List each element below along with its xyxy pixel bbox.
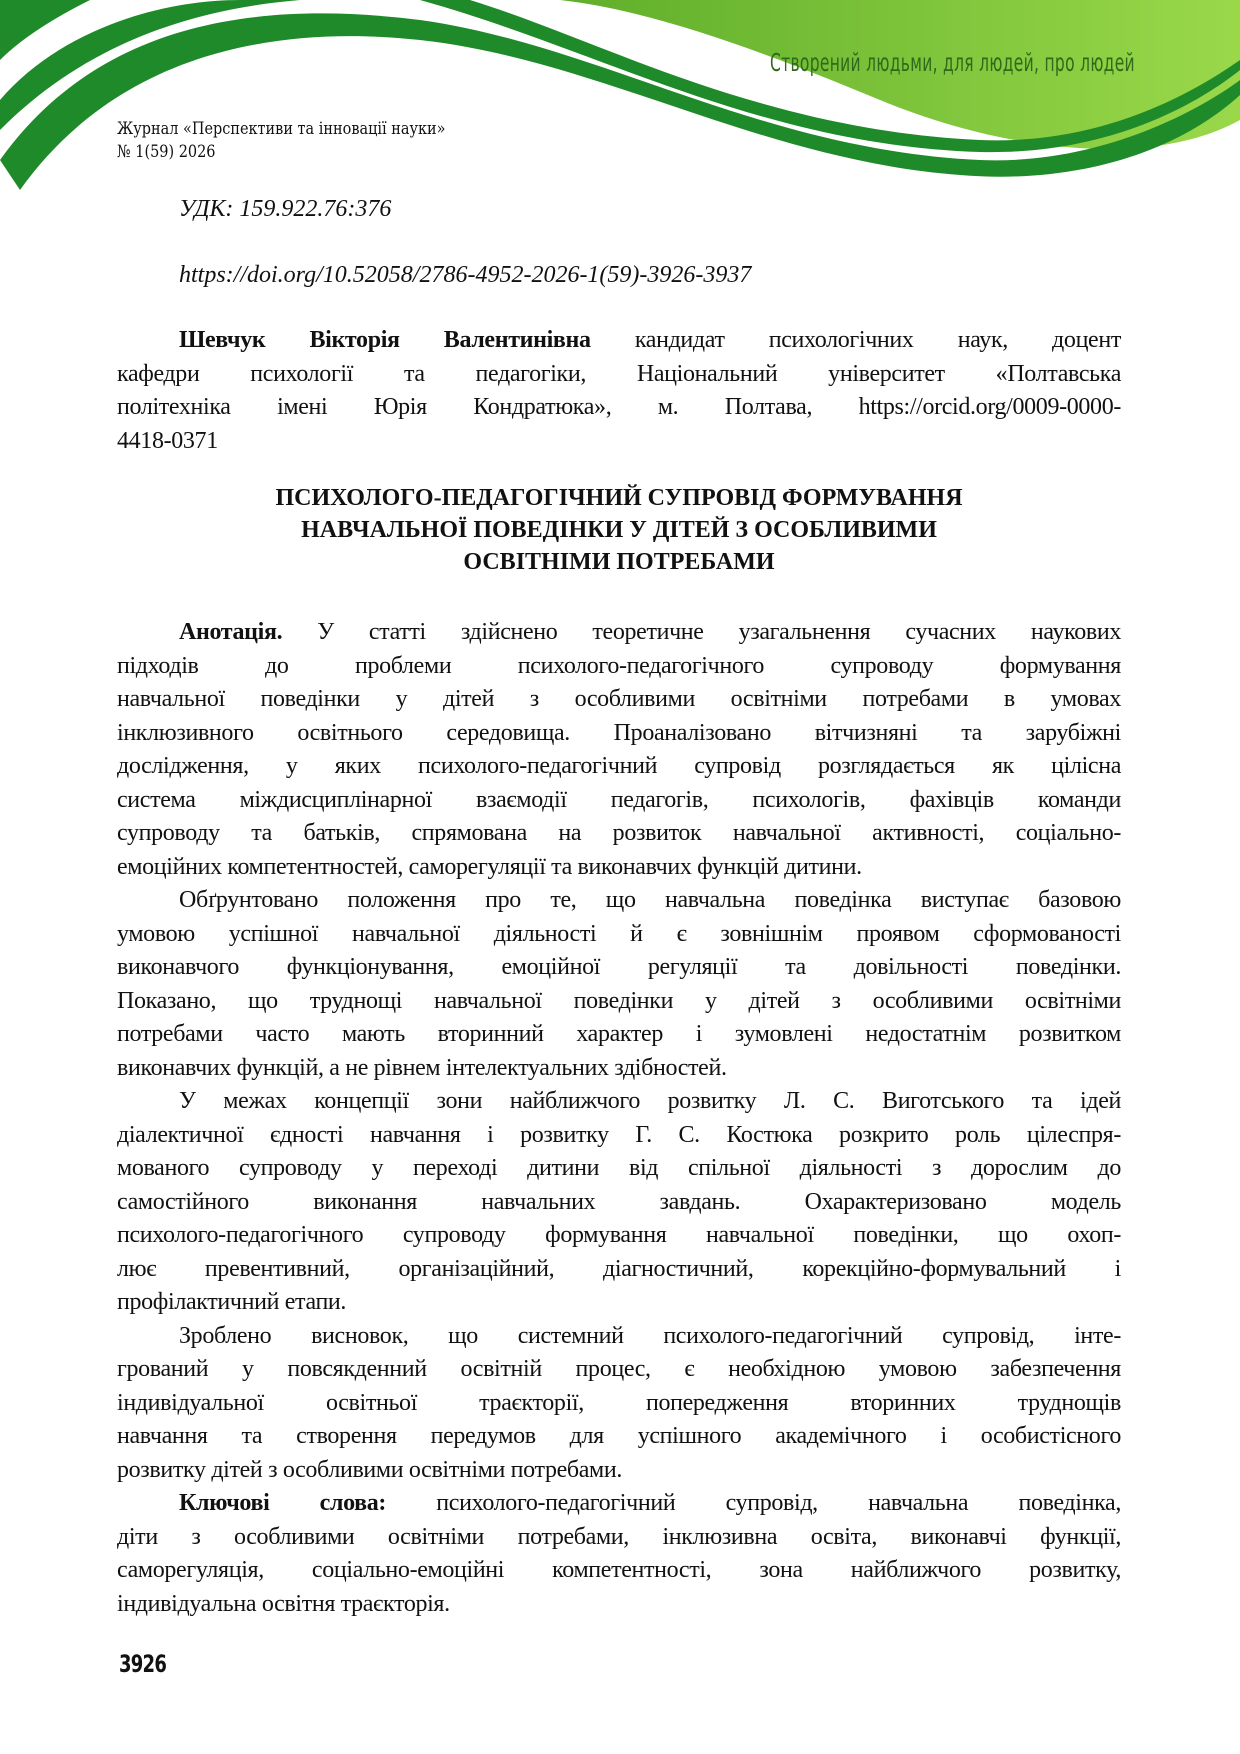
text-line: інклюзивного освітнього середовища. Проаналізовано вітчизняні та зарубіжні (117, 719, 1121, 746)
text-line: емоційних компетентностей, саморегуляції та виконавчих функцій дитини. (117, 853, 862, 880)
abstract-paragraph (117, 1320, 1121, 1488)
text-line: супроводу та батьків, спрямована на розвиток навчальної активності, соціально- (117, 820, 1121, 846)
text-line: Обґрунтовано положення про те, що навчальна поведінка виступає базовою (179, 887, 1121, 913)
text-line: система міждисциплінарної взаємодії педагогів, психологів, фахівців команди (117, 786, 1121, 813)
header-banner (0, 0, 1240, 200)
text-line: умовою успішної навчальної діяльності й є зовнішнім проявом сформованості (117, 920, 1121, 947)
text-line: виконавчого функціонування, емоційної регуляції та довільності поведінки. (117, 954, 1121, 980)
text-line: навчальної поведінки у дітей з особливими освітніми потребами в умовах (117, 686, 1121, 712)
text-line: профілактичний етапи. (117, 1289, 347, 1315)
text-line: лює превентивний, організаційний, діагностичний, корекційно-формувальний і (117, 1255, 1121, 1282)
text-line: діти з особливими освітніми потребами, інклюзивна освіта, виконавчі функції, (117, 1523, 1121, 1550)
page-number: 3926 (119, 1650, 167, 1678)
abstract-label: Анотація. (179, 619, 283, 645)
text-line: виконавчих функцій, а не рівнем інтелектуальних здібностей. (117, 1054, 727, 1081)
text-line: мованого супроводу у переході дитини від спільної діяльності з дорослим до (117, 1155, 1121, 1181)
abstract-paragraph (117, 884, 1121, 1085)
article-title: ПСИХОЛОГО-ПЕДАГОГІЧНИЙ СУПРОВІД ФОРМУВАННЯ НАВЧАЛЬНОЇ ПОВЕДІНКИ У ДІТЕЙ З ОСОБЛИВИМИ ОСВІТНІМИ ПОТРЕБАМИ (275, 485, 963, 575)
author-info: Шевчук Вікторія Валентинівна кандидат психологічних наук, доцент кафедри психології та педагогіки, Національний університет «Полтавська політехніка імені Юрія Кондратюка», м. Полтава, https://orcid.org/0009-0000- 4418-0371 (117, 327, 1121, 454)
text-line: грований у повсякденний освітній процес, є необхідною умовою забезпечення (117, 1356, 1121, 1382)
text-line: Зроблено висновок, що системний психолого-педагогічний супровід, інте- (179, 1322, 1121, 1349)
keywords-lines (117, 1521, 1121, 1622)
text-line: саморегуляція, соціально-емоційні компетентності, зона найближчого розвитку, (117, 1557, 1121, 1583)
text-line: навчання та створення передумов для успішного академічного і особистісного (117, 1423, 1121, 1449)
text-line: потребами часто мають вторинний характер і зумовлені недостатнім розвитком (117, 1021, 1121, 1047)
abstract: Анотація. У статті здійснено теоретичне узагальнення сучасних наукових підходів до проблеми психолого-педагогічного супроводу формування навчальної поведінки у дітей з особливими освітніми потребами в умовах інклюзивного освітнього середовища. Проаналізовано вітчизняні та зарубіжні дослідження, у яких психолого-педагогічний супровід розглядається як цілісна система міждисциплінарної взаємодії педагогів, психологів, фахівців команди супроводу та батьків, спрямована на розвиток навчальної активності, соціально- емоційних компетентностей, саморегуляції та виконавчих функцій дитини. Обґрунтовано положення про те, що навчальна поведінка виступає базовою умовою успішної навчальної діяльності й є зовнішнім проявом сформованості виконавчого функціонування, емоційної регуляції та довільності поведінки. Показано, що труднощі навчальної поведінки у дітей з особливими освітніми потребами часто мають вторинний характер і зумовлені недостатнім розвитком виконавчих функцій, а не рівнем інтелектуальних здібностей. У межах концепції зони найближчого розвитку Л. С. Виготського та ідей діалектичної єдності навчання і розвитку Г. С. Костюка розкрито роль цілеспря- мованого супроводу у переході дитини від спільної діяльності з дорослим до самостійного виконання навчальних завдань. Охарактеризовано модель психолого-педагогічного супроводу формування навчальної поведінки, що охоп- лює превентивний, організаційний, діагностичний, корекційно-формувальний і профілактичний етапи. Зроблено висновок, що системний психолого-педагогічний супровід, інте- грований у повсякденний освітній процес, є необхідною умовою забезпечення індивідуальної освітньої траєкторії, попередження вторинних труднощів навчання та створення передумов для успішного академічного і особистісного розвитку дітей з особливими освітніми потребами. Ключові слова: психолого-педагогічний супровід, навчальна поведінка, діти з особливими освітніми потребами, інклюзивна освіта, виконавчі функції, саморегуляція, соціально-емоційні компетентності, зона найближчого розвитку, індивідуальна освітня траєкторія. (117, 616, 1121, 1621)
text-line: психолого-педагогічного супроводу формування навчальної поведінки, що охоп- (117, 1222, 1121, 1248)
text-line: діалектичної єдності навчання і розвитку Г. С. Костюка розкрито роль цілеспря- (117, 1121, 1121, 1148)
journal-issue: № 1(59) 2026 (117, 142, 216, 162)
abstract-paragraph (117, 1085, 1121, 1320)
journal-info (117, 118, 445, 164)
text-line: дослідження, у яких психолого-педагогічний супровід розглядається як цілісна (117, 753, 1121, 779)
udk: УДК: 159.922.76:376 (179, 196, 392, 222)
abstract-paragraph (117, 650, 1121, 885)
author-name: Шевчук Вікторія Валентинівна (179, 327, 591, 353)
keywords-label: Ключові слова: (179, 1490, 387, 1516)
journal-name: Журнал «Перспективи та інновації науки» (117, 119, 446, 139)
text-line: самостійного виконання навчальних завдань. Охарактеризовано модель (117, 1188, 1121, 1215)
text-line: індивідуальної освітньої траєкторії, попередження вторинних труднощів (117, 1389, 1121, 1416)
journal-motto: Створений людьми, для людей, про людей (770, 48, 1135, 77)
keywords: Ключові слова: психолого-педагогічний супровід, навчальна поведінка, (179, 1490, 1121, 1516)
text-line: Показано, що труднощі навчальної поведінки у дітей з особливими освітніми (117, 987, 1121, 1014)
doi-link[interactable]: https://doi.org/10.52058/2786-4952-2026-1(59)-3926-3937 (179, 262, 752, 288)
text-line: підходів до проблеми психолого-педагогічного супроводу формування (117, 652, 1121, 679)
text-line: індивідуальна освітня траєкторія. (117, 1590, 450, 1617)
text-line: розвитку дітей з особливими освітніми потребами. (117, 1456, 623, 1483)
text-line: У межах концепції зони найближчого розвитку Л. С. Виготського та ідей (179, 1088, 1121, 1114)
